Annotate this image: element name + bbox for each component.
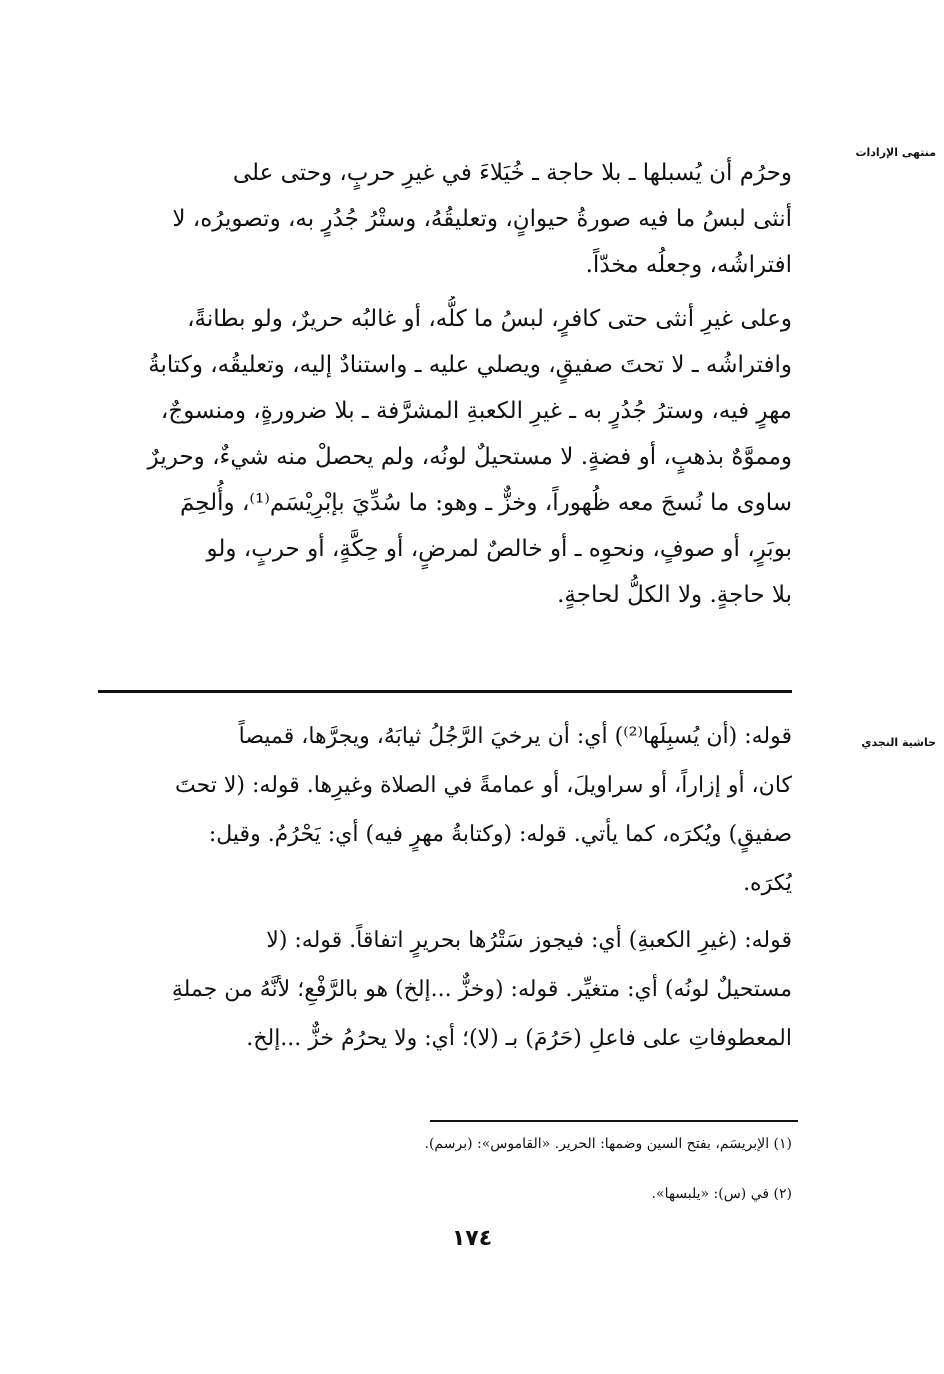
text-line: أنثى لبسُ ما فيه صورةُ حيوانٍ، وتعليقُهُ، وستْرُ جُدُرٍ به، وتصويرُه، لا (172, 206, 792, 232)
side-label-main-text: منتهى الإرادات (855, 146, 936, 159)
text-line: المعطوفاتِ على فاعلِ (حَرُمَ) بـ (لا)؛ أي: ولا يحرُمُ خزٌّ ...إلخ. (246, 1026, 792, 1051)
footnote-divider (430, 1120, 798, 1122)
commentary-text (96, 712, 792, 1063)
commentary-paragraph-1 (96, 712, 792, 908)
text-line: مهرٍ فيه، وسترُ جُدُرٍ به ـ غيرِ الكعبةِ المشرَّفة ـ بلا ضرورةٍ، ومنسوجٌ، (160, 398, 792, 424)
text-line: وحرُم أن يُسبلها ـ بلا حاجة ـ خُيَلاءَ في غيرِ حربٍ، وحتى على (232, 160, 792, 186)
page-number: ١٧٤ (451, 1226, 493, 1251)
text-line: ومموَّهٌ بذهبٍ، أو فضةٍ. لا مستحيلٌ لونُه، ولم يحصلْ منه شيءٌ، وحريرٌ (147, 444, 792, 470)
text-line: بلا حاجةٍ. ولا الكلُّ لحاجةٍ. (557, 582, 792, 608)
footnote-1: (١) الإبريسَم، بفتح السين وضمها: الحرير. «القاموس»: (برسم). (424, 1136, 792, 1152)
main-paragraph-1 (96, 150, 792, 288)
text-line: قوله: (أن يُسبِلَها⁽²⁾) أي: أن يرخيَ الرَّجُلُ ثيابَهُ، ويجرَّها، قميصاً (238, 724, 792, 749)
text-line: صفيقٍ) ويُكرَه، كما يأتي. قوله: (وكتابةُ مهرٍ فيه) أي: يَحْرُمُ. وقيل: (208, 822, 792, 847)
text-line: افتراشُه، وجعلُه مخدّاً. (585, 252, 792, 278)
text-line: مستحيلٌ لونُه) أي: متغيِّر. قوله: (وخزٌّ ...إلخ) هو بالرَّفْعِ؛ لأنَّهُ من جملةِ (171, 977, 792, 1002)
main-paragraph-2 (96, 296, 792, 618)
text-line: ساوى ما نُسجَ معه ظُهوراً، وخزٌّ ـ وهو: ما سُدِّيَ بإبْرِيْسَم⁽¹⁾، وأُلحِمَ (179, 490, 792, 516)
main-divider (98, 690, 792, 693)
text-line: وافتراشُه ـ لا تحتَ صفيقٍ، ويصلي عليه ـ واستنادٌ إليه، وتعليقُه، وكتابةُ (148, 352, 792, 378)
text-line: قوله: (غيرِ الكعبةِ) أي: فيجوز سَتْرُها بحريرٍ اتفاقاً. قوله: (لا (266, 928, 792, 953)
text-line: كان، أو إزاراً، أو سراويلَ، أو عمامةً في الصلاة وغيرِها. قوله: (لا تحتَ (174, 773, 792, 798)
text-line: بوبَرٍ، أو صوفٍ، ونحوِه ـ أو خالصٌ لمرضٍ، أو حِكَّةٍ، أو حربٍ، ولو (206, 536, 792, 562)
footnote-2: (٢) في (س): «يلبسها». (651, 1186, 792, 1202)
main-text (96, 150, 792, 618)
text-line: وعلى غيرِ أنثى حتى كافرٍ، لبسُ ما كلُّه، أو غالبُه حريرٌ، ولو بطانةً، (187, 306, 792, 332)
text-line: يُكرَه. (743, 871, 792, 896)
side-label-commentary: حاشية النجدي (861, 736, 936, 749)
commentary-paragraph-2 (96, 916, 792, 1063)
